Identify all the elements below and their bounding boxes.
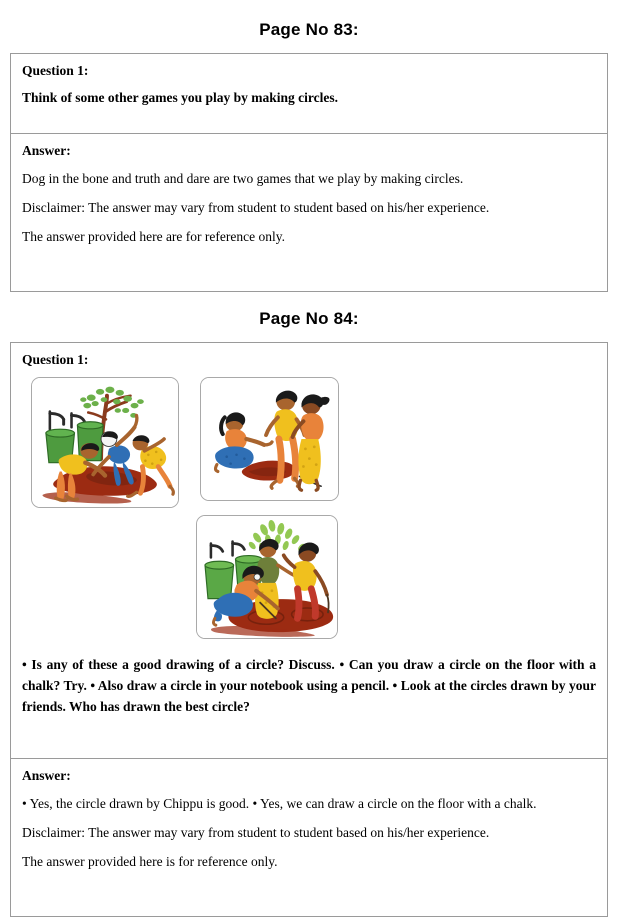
answer-disclaimer-line: Disclaimer: The answer may vary from student to student based on his/her experience. bbox=[22, 824, 490, 840]
qa-table-page-84 bbox=[10, 342, 608, 917]
question-cell bbox=[11, 54, 607, 133]
illustration-row-bottom bbox=[196, 515, 596, 639]
answer-line: • Yes, the circle drawn by Chippu is good. • Yes, we can draw a circle on the floor with a chalk. bbox=[22, 796, 537, 812]
cell-spacer bbox=[22, 880, 596, 906]
cell-spacer bbox=[22, 718, 596, 748]
illustration-group bbox=[22, 377, 596, 639]
illustration-children-looking-at-drawn-shape bbox=[200, 377, 339, 501]
cell-spacer bbox=[22, 109, 596, 123]
cell-spacer bbox=[22, 255, 596, 281]
illustration-row-top bbox=[31, 377, 596, 508]
illustration-children-drawing-circle-under-tree bbox=[31, 377, 179, 508]
answer-reference-line: The answer provided here is for reference only. bbox=[22, 853, 278, 869]
page-title-83: Page No 83: bbox=[259, 20, 359, 39]
page-title-84: Page No 84: bbox=[259, 308, 359, 328]
answer-cell bbox=[11, 134, 607, 291]
question-text: Think of some other games you play by making circles. bbox=[22, 90, 339, 106]
answer-label: Answer: bbox=[22, 767, 71, 783]
answer-disclaimer-line: Disclaimer: The answer may vary from student to student based on his/her experience. bbox=[22, 200, 490, 216]
answer-label: Answer: bbox=[22, 143, 71, 159]
answer-line: Dog in the bone and truth and dare are two games that we play by making circles. bbox=[22, 171, 464, 187]
answer-row bbox=[11, 133, 607, 291]
question-cell bbox=[11, 343, 607, 758]
question-label: Question 1: bbox=[22, 351, 89, 367]
question-label: Question 1: bbox=[22, 63, 89, 78]
answer-cell bbox=[11, 759, 607, 916]
illustration-children-drawing-circle-with-sticks bbox=[196, 515, 338, 639]
question-row bbox=[11, 343, 607, 758]
qa-table-page-83 bbox=[10, 53, 608, 292]
question-prompt-wrap bbox=[22, 655, 596, 718]
answer-row bbox=[11, 758, 607, 916]
question-row bbox=[11, 54, 607, 133]
answer-reference-line: The answer provided here are for reference only. bbox=[22, 229, 285, 245]
question-text: • Is any of these a good drawing of a circle? Discuss. • Can you draw a circle on the floor with a chalk? Try. • Also draw a circle in your notebook using a pencil. • Look at the circles drawn by your friends. Who has drawn the best circle? bbox=[22, 657, 596, 714]
